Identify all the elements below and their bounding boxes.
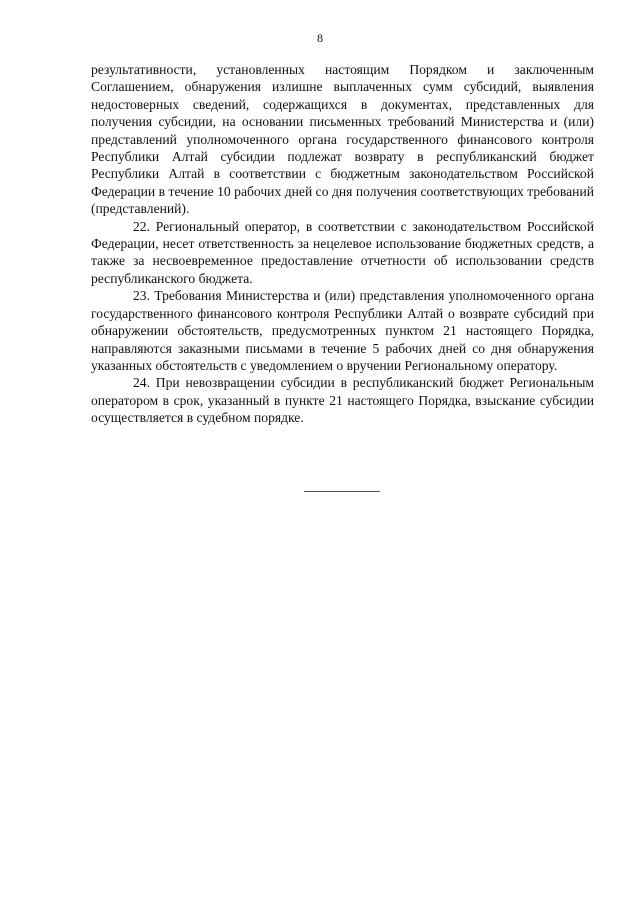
paragraph-23: 23. Требования Министерства и (или) представления уполномоченного органа государственного финансового контроля Республики Алтай о возврате субсидий при обнаружении обстоятельств, предусмотренных пунктом 21 настоящего Порядка, направляются заказными письмами в течение 5 рабочих дней со дня обнаружения указанных обстоятельств с уведомлением о вручении Региональному оператору. [91, 288, 594, 373]
paragraph-continuation: результативности, установленных настоящим Порядком и заключенным Соглашением, обнаружения излишне выплаченных сумм субсидий, выявления недостоверных сведений, содержащихся в документах, представленных для получения субсидии, на основании письменных требований Министерства и (или) представлений уполномоченного органа государственного финансового контроля Республики Алтай субсидии подлежат возврату в республиканский бюджет Республики Алтай в соответствии с бюджетным законодательством Российской Федерации в течение 10 рабочих дней со дня получения соответствующих требований (представлений). [91, 62, 594, 217]
document-body [91, 61, 594, 427]
paragraph-24: 24. При невозвращении субсидии в республиканский бюджет Региональным оператором в срок, указанный в пункте 21 настоящего Порядка, взыскание субсидии осуществляется в судебном порядке. [91, 375, 594, 426]
page-number: 8 [317, 31, 323, 45]
paragraph-22: 22. Региональный оператор, в соответствии с законодательством Российской Федерации, несет ответственность за нецелевое использование бюджетных средств, а также за несвоевременное предоставление отчетности об использовании средств республиканского бюджета. [91, 218, 594, 286]
end-of-text-divider [304, 491, 380, 492]
